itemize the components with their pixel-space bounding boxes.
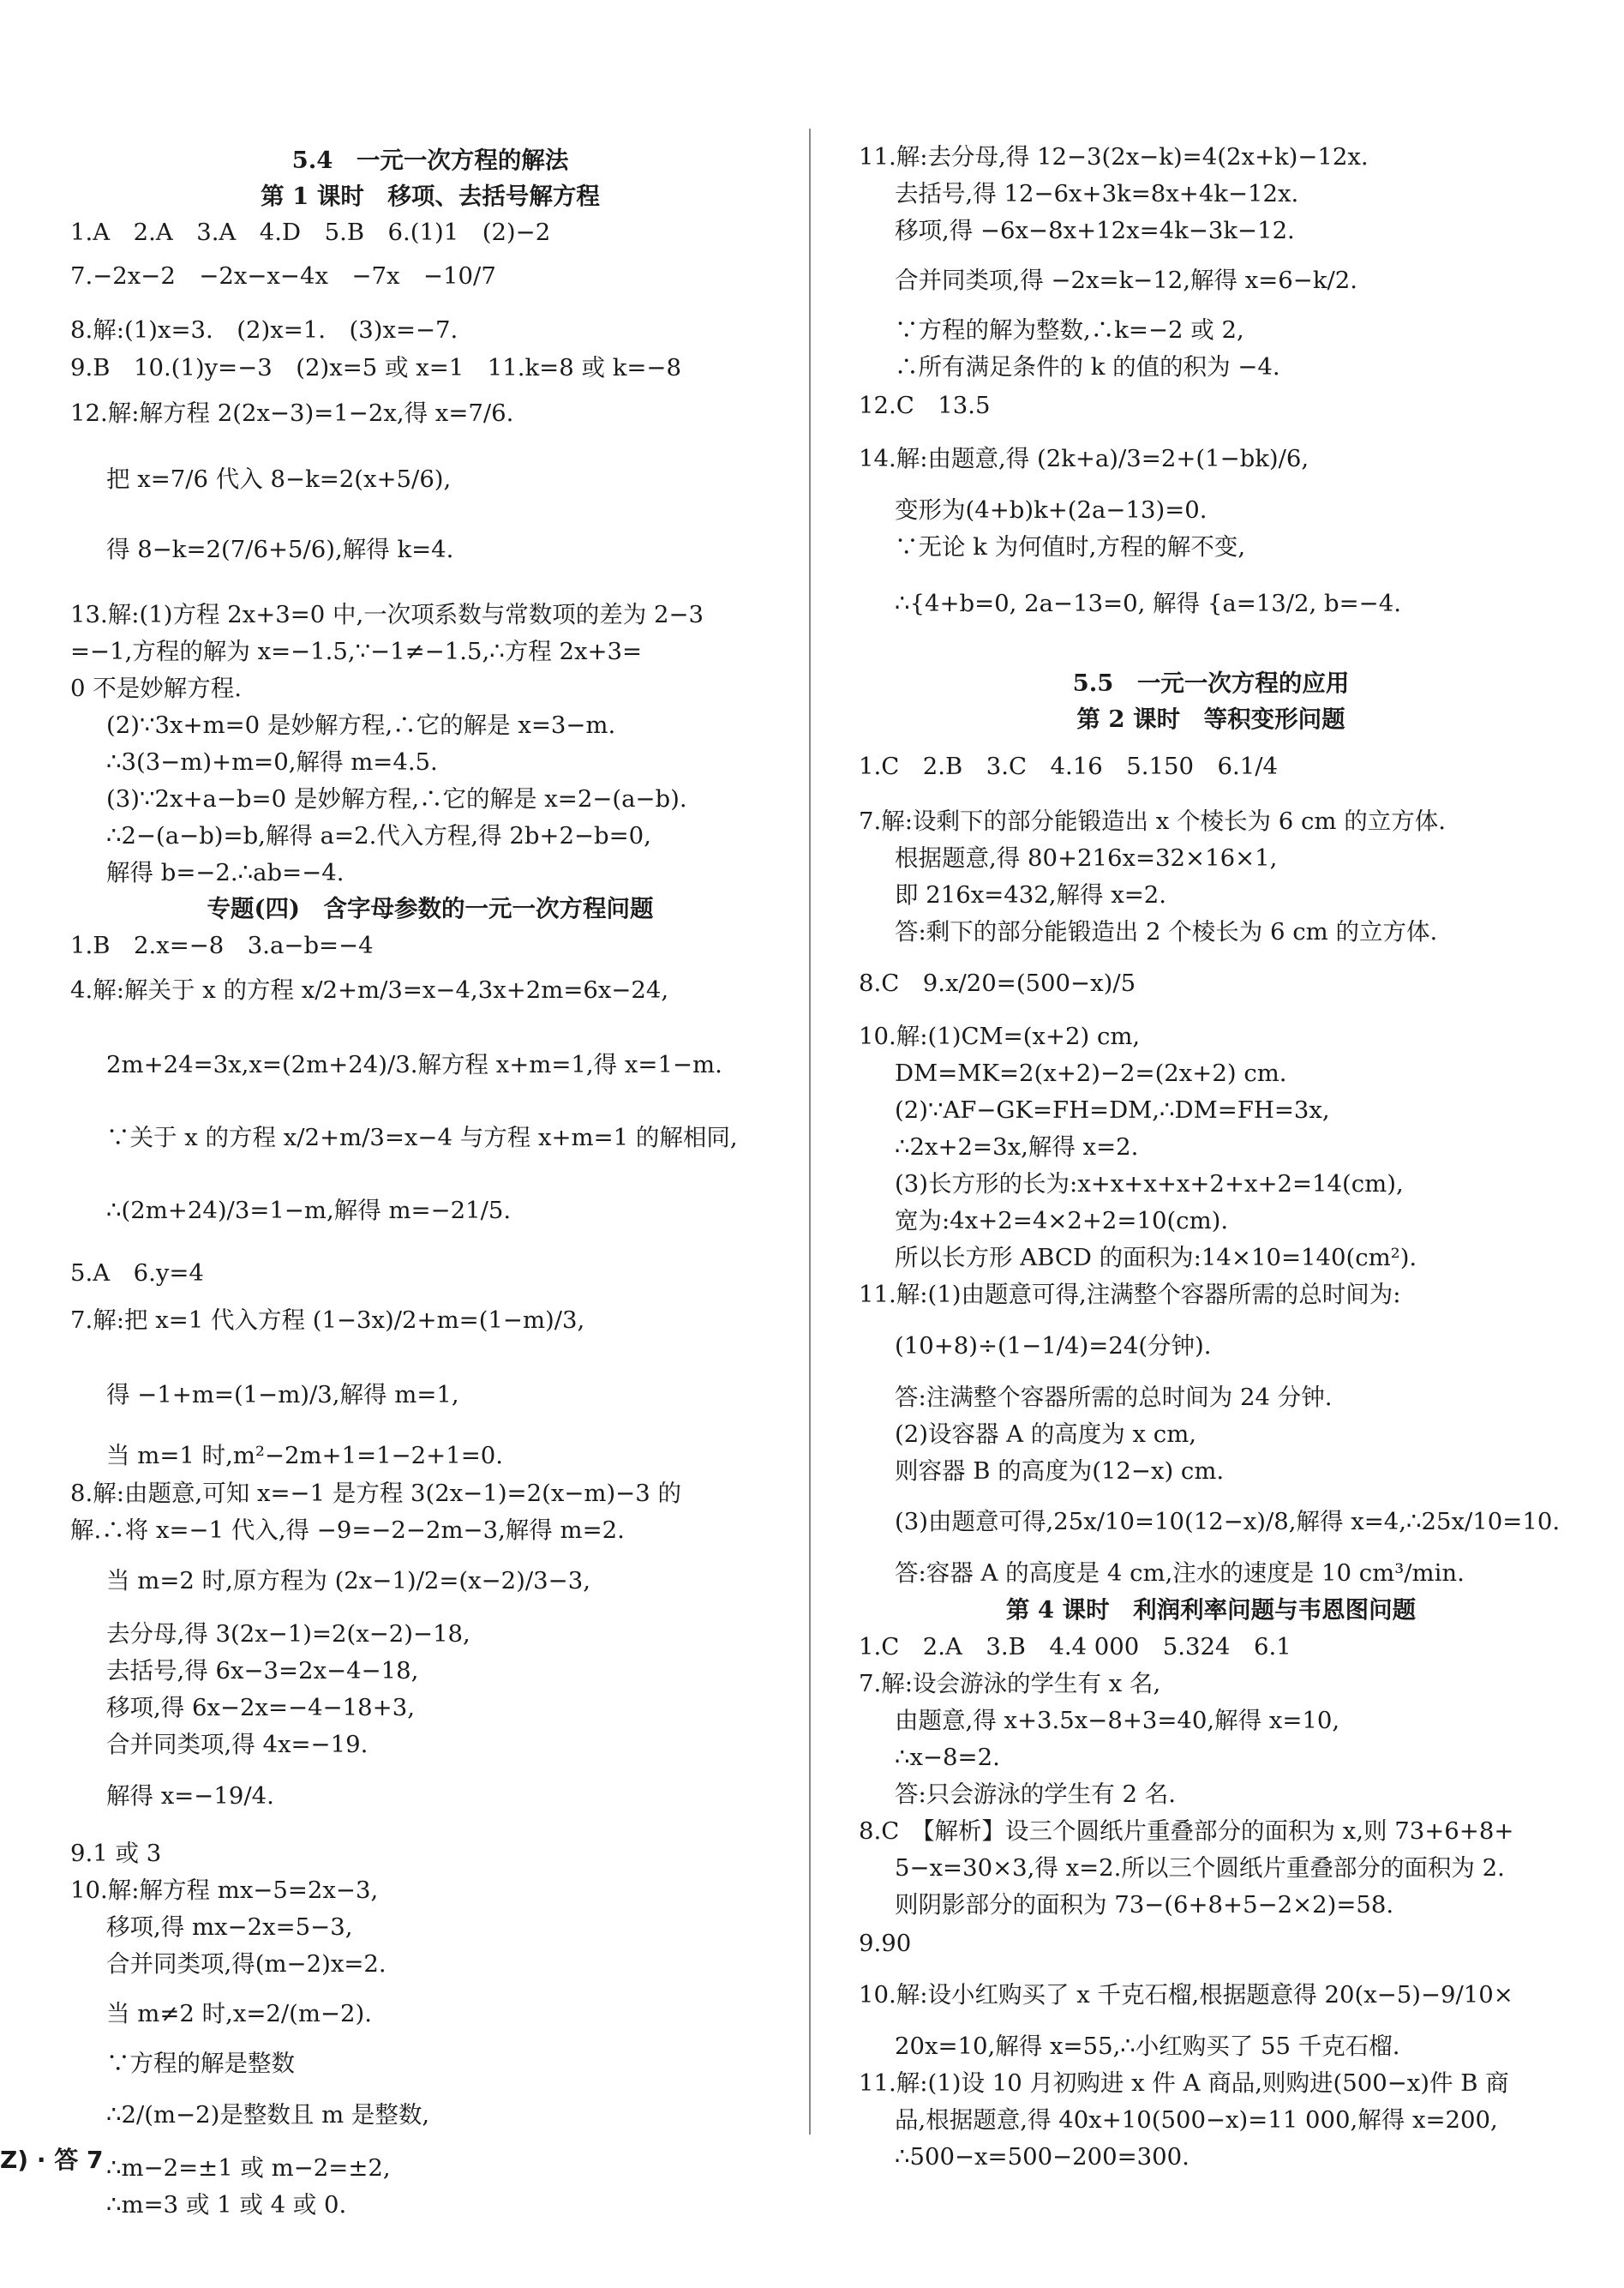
section-title: 5.5 一元一次方程的应用 (1072, 670, 1350, 697)
answer-line: ∵方程的解为整数,∴k=−2 或 2, (895, 316, 1244, 344)
answer-line: 11.解:(1)由题意可得,注满整个容器所需的总时间为: (859, 1281, 1401, 1308)
lesson-title: 第 2 课时 等积变形问题 (1076, 706, 1345, 733)
answer-line: ∴2/(m−2)是整数且 m 是整数, (106, 2101, 430, 2129)
answer-line: 10.解:设小红购买了 x 千克石榴,根据题意得 20(x−5)−9/10× (859, 1981, 1513, 2009)
answer-line: (3)长方形的长为:x+x+x+x+2+x+2=14(cm), (895, 1170, 1404, 1198)
answer-line: 7.−2x−2 −2x−x−4x −7x −10/7 (70, 262, 496, 290)
answer-line: 5.A 6.y=4 (70, 1259, 204, 1287)
answer-line: DM=MK=2(x+2)−2=(2x+2) cm. (895, 1060, 1287, 1087)
answer-line: 9.1 或 3 (70, 1840, 162, 1867)
answer-line: 则容器 B 的高度为(12−x) cm. (895, 1457, 1225, 1485)
answer-line: 8.解:(1)x=3. (2)x=1. (3)x=−7. (70, 316, 458, 344)
answer-line: 宽为:4x+2=4×2+2=10(cm). (895, 1207, 1229, 1234)
answer-line: 4.解:解关于 x 的方程 x/2+m/3=x−4,3x+2m=6x−24, (70, 976, 669, 1004)
answer-line: 答:容器 A 的高度是 4 cm,注水的速度是 10 cm³/min. (895, 1559, 1465, 1587)
answer-line: 8.解:由题意,可知 x=−1 是方程 3(2x−1)=2(x−m)−3 的 (70, 1480, 681, 1507)
answer-line: 得 −1+m=(1−m)/3,解得 m=1, (106, 1381, 459, 1408)
answer-line: 1.C 2.B 3.C 4.16 5.150 6.1/4 (859, 753, 1278, 780)
answer-line: 7.解:把 x=1 代入方程 (1−3x)/2+m=(1−m)/3, (70, 1306, 585, 1334)
answer-line: (3)由题意可得,25x/10=10(12−x)/8,解得 x=4,∴25x/10=10. (895, 1508, 1561, 1535)
answer-line: 去括号,得 6x−3=2x−4−18, (106, 1657, 419, 1684)
answer-line: (2)设容器 A 的高度为 x cm, (895, 1420, 1197, 1448)
answer-line: 12.C 13.5 (859, 392, 991, 419)
answer-line: (10+8)÷(1−1/4)=24(分钟). (895, 1332, 1212, 1360)
answer-line: (2)∵AF−GK=FH=DM,∴DM=FH=3x, (895, 1096, 1330, 1124)
answer-line: 移项,得 −6x−8x+12x=4k−3k−12. (895, 217, 1295, 244)
answer-line: ∴m=3 或 1 或 4 或 0. (106, 2191, 347, 2219)
answer-line: 答:注满整个容器所需的总时间为 24 分钟. (895, 1384, 1333, 1411)
answer-line: 8.C 【解析】设三个圆纸片重叠部分的面积为 x,则 73+6+8+ (859, 1817, 1514, 1845)
answer-line: 7.解:设会游泳的学生有 x 名, (859, 1670, 1161, 1697)
answer-line: 5−x=30×3,得 x=2.所以三个圆纸片重叠部分的面积为 2. (895, 1854, 1505, 1882)
answer-line: ∴2−(a−b)=b,解得 a=2.代入方程,得 2b+2−b=0, (106, 822, 651, 850)
answer-line: 13.解:(1)方程 2x+3=0 中,一次项系数与常数项的差为 2−3 (70, 601, 704, 628)
answer-line: 11.解:(1)设 10 月初购进 x 件 A 商品,则购进(500−x)件 B 商 (859, 2069, 1509, 2097)
answer-line: 当 m=1 时,m²−2m+1=1−2+1=0. (106, 1442, 503, 1469)
answer-line: 合并同类项,得 −2x=k−12,解得 x=6−k/2. (895, 267, 1358, 294)
column-divider (809, 129, 811, 2135)
answer-line: 解.∴将 x=−1 代入,得 −9=−2−2m−3,解得 m=2. (70, 1516, 625, 1544)
answer-line: 当 m≠2 时,x=2/(m−2). (106, 2000, 372, 2027)
answer-line: 9.B 10.(1)y=−3 (2)x=5 或 x=1 11.k=8 或 k=−8 (70, 354, 681, 381)
answer-line: 移项,得 mx−2x=5−3, (106, 1913, 353, 1941)
page-footer: Z) · 答 7 (0, 2146, 104, 2174)
answer-line: 去分母,得 3(2x−1)=2(x−2)−18, (106, 1620, 470, 1648)
answer-line: ∵方程的解是整数 (106, 2050, 295, 2077)
answer-line: 由题意,得 x+3.5x−8+3=40,解得 x=10, (895, 1707, 1340, 1734)
answer-line: =−1,方程的解为 x=−1.5,∵−1≠−1.5,∴方程 2x+3= (70, 638, 643, 665)
section-title: 5.4 一元一次方程的解法 (291, 147, 569, 174)
answer-line: ∴2x+2=3x,解得 x=2. (895, 1133, 1139, 1161)
answer-line: ∵无论 k 为何值时,方程的解不变, (895, 533, 1246, 561)
answer-line: 即 216x=432,解得 x=2. (895, 881, 1167, 909)
answer-line: 答:只会游泳的学生有 2 名. (895, 1781, 1176, 1808)
answer-line: ∵关于 x 的方程 x/2+m/3=x−4 与方程 x+m=1 的解相同, (106, 1124, 738, 1151)
answer-line: 变形为(4+b)k+(2a−13)=0. (895, 496, 1208, 524)
answer-line: 1.C 2.A 3.B 4.4 000 5.324 6.1 (859, 1633, 1291, 1660)
answer-line: 品,根据题意,得 40x+10(500−x)=11 000,解得 x=200, (895, 2106, 1498, 2134)
answer-line: ∴{4+b=0, 2a−13=0, 解得 {a=13/2, b=−4. (895, 590, 1401, 617)
answer-line: 解得 b=−2.∴ab=−4. (106, 859, 345, 886)
answer-line: 答:剩下的部分能锻造出 2 个棱长为 6 cm 的立方体. (895, 918, 1438, 946)
answer-line: 所以长方形 ABCD 的面积为:14×10=140(cm²). (895, 1244, 1417, 1271)
answer-line: 8.C 9.x/20=(500−x)/5 (859, 970, 1136, 997)
answer-line: 去括号,得 12−6x+3k=8x+4k−12x. (895, 180, 1299, 207)
answer-line: 则阴影部分的面积为 73−(6+8+5−2×2)=58. (895, 1891, 1394, 1919)
lesson-title: 第 1 课时 移项、去括号解方程 (261, 183, 600, 210)
answer-line: 10.解:(1)CM=(x+2) cm, (859, 1023, 1141, 1050)
answer-line: 2m+24=3x,x=(2m+24)/3.解方程 x+m=1,得 x=1−m. (106, 1051, 722, 1078)
answer-line: ∴3(3−m)+m=0,解得 m=4.5. (106, 748, 438, 776)
answer-line: ∴x−8=2. (895, 1744, 1000, 1771)
answer-line: 解得 x=−19/4. (106, 1782, 274, 1810)
answer-line: ∴m−2=±1 或 m−2=±2, (106, 2154, 391, 2182)
answer-line: 当 m=2 时,原方程为 (2x−1)/2=(x−2)/3−3, (106, 1567, 590, 1594)
answer-line: ∴(2m+24)/3=1−m,解得 m=−21/5. (106, 1197, 512, 1224)
answer-line: 1.A 2.A 3.A 4.D 5.B 6.(1)1 (2)−2 (70, 219, 551, 246)
answer-line: 根据题意,得 80+216x=32×16×1, (895, 844, 1278, 872)
answer-line: (3)∵2x+a−b=0 是妙解方程,∴它的解是 x=2−(a−b). (106, 785, 687, 813)
answer-line: ∴所有满足条件的 k 的值的积为 −4. (895, 353, 1280, 381)
answer-line: 1.B 2.x=−8 3.a−b=−4 (70, 932, 374, 959)
answer-line: 0 不是妙解方程. (70, 675, 242, 702)
topic-title: 专题(四) 含字母参数的一元一次方程问题 (207, 895, 654, 922)
answer-line: 20x=10,解得 x=55,∴小红购买了 55 千克石榴. (895, 2033, 1400, 2060)
answer-line: ∴500−x=500−200=300. (895, 2143, 1190, 2171)
answer-line: 9.90 (859, 1930, 912, 1957)
answer-line: 10.解:解方程 mx−5=2x−3, (70, 1877, 379, 1904)
answer-line: 合并同类项,得(m−2)x=2. (106, 1950, 387, 1978)
answer-line: 14.解:由题意,得 (2k+a)/3=2+(1−bk)/6, (859, 445, 1309, 472)
answer-line: 12.解:解方程 2(2x−3)=1−2x,得 x=7/6. (70, 399, 514, 427)
answer-line: 11.解:去分母,得 12−3(2x−k)=4(2x+k)−12x. (859, 143, 1369, 171)
answer-line: 合并同类项,得 4x=−19. (106, 1731, 369, 1758)
answer-line: 把 x=7/6 代入 8−k=2(x+5/6), (106, 465, 452, 493)
lesson-title: 第 4 课时 利润利率问题与韦恩图问题 (1005, 1596, 1417, 1624)
answer-line: 7.解:设剩下的部分能锻造出 x 个棱长为 6 cm 的立方体. (859, 808, 1446, 835)
answer-line: 得 8−k=2(7/6+5/6),解得 k=4. (106, 536, 454, 563)
answer-line: (2)∵3x+m=0 是妙解方程,∴它的解是 x=3−m. (106, 712, 616, 739)
answer-line: 移项,得 6x−2x=−4−18+3, (106, 1694, 415, 1721)
